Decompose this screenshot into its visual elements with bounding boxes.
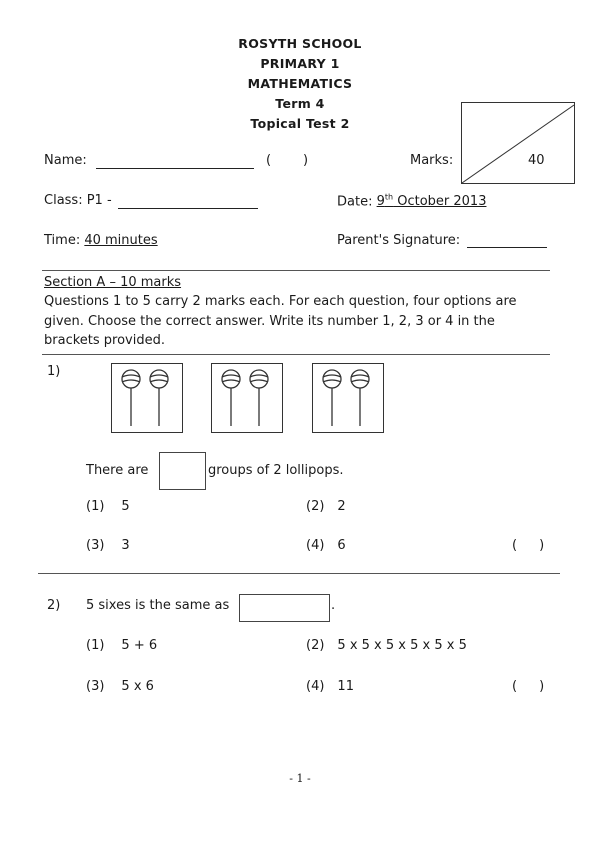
date-day: 9 xyxy=(376,194,385,210)
option-number: (3) xyxy=(86,679,105,694)
test-title: Topical Test 2 xyxy=(250,116,350,131)
term-title: Term 4 xyxy=(275,96,325,111)
subject-title: MATHEMATICS xyxy=(247,76,353,91)
divider xyxy=(42,270,550,271)
marks-total: 40 xyxy=(528,153,545,168)
option-value: 2 xyxy=(337,499,346,514)
lollipop-pair-icon xyxy=(313,364,383,432)
q1-text-before: There are xyxy=(86,463,149,478)
lollipop-pair-icon xyxy=(112,364,182,432)
date-label: Date: xyxy=(337,194,373,210)
instructions-line-2: given. Choose the correct answer. Write its number 1, 2, 3 or 4 in the xyxy=(44,314,495,329)
divider xyxy=(38,573,560,574)
class-blank[interactable] xyxy=(118,208,258,209)
q2-text-before: 5 sixes is the same as xyxy=(86,598,230,613)
q1-option-3[interactable] xyxy=(86,538,130,553)
instructions-line-1: Questions 1 to 5 carry 2 marks each. For each question, four options are xyxy=(44,294,517,309)
date-field xyxy=(337,193,486,209)
q1-option-2[interactable] xyxy=(306,499,346,514)
option-number: (2) xyxy=(306,638,325,653)
date-suffix: th xyxy=(384,193,394,202)
marks-diagonal xyxy=(462,103,574,183)
option-value: 3 xyxy=(121,538,130,553)
q2-option-2[interactable] xyxy=(306,638,467,653)
option-value: 5 x 5 x 5 x 5 x 5 x 5 xyxy=(337,638,467,653)
page-number: - 1 - xyxy=(289,772,311,785)
name-label: Name: xyxy=(44,153,87,168)
time-field xyxy=(44,233,158,248)
name-bracket-open: ( xyxy=(266,153,272,168)
lollipop-group-1 xyxy=(111,363,183,433)
school-name: ROSYTH SCHOOL xyxy=(238,36,362,51)
signature-label: Parent's Signature: xyxy=(337,233,461,248)
section-title: Section A – 10 marks xyxy=(44,275,182,290)
option-value: 6 xyxy=(337,538,346,553)
bracket-close: ) xyxy=(539,679,545,694)
lollipop-group-3 xyxy=(312,363,384,433)
divider xyxy=(42,354,550,355)
signature-blank[interactable] xyxy=(467,247,547,248)
q2-answer-bracket[interactable] xyxy=(512,679,544,694)
bracket-close: ) xyxy=(539,538,545,553)
q1-option-1[interactable] xyxy=(86,499,130,514)
marks-label: Marks: xyxy=(410,153,454,168)
option-number: (2) xyxy=(306,499,325,514)
q1-answer-bracket[interactable] xyxy=(512,538,544,553)
marks-box xyxy=(461,102,575,184)
q1-answer-box[interactable] xyxy=(159,452,206,490)
q1-option-4[interactable] xyxy=(306,538,346,553)
q2-option-4[interactable] xyxy=(306,679,354,694)
q2-answer-box[interactable] xyxy=(239,594,330,622)
class-label: Class: P1 - xyxy=(44,193,112,208)
option-number: (1) xyxy=(86,499,105,514)
option-number: (1) xyxy=(86,638,105,653)
option-value: 5 xyxy=(121,499,130,514)
option-value: 11 xyxy=(337,679,354,694)
bracket-open: ( xyxy=(512,679,518,694)
option-number: (4) xyxy=(306,679,325,694)
date-value xyxy=(377,194,487,209)
name-bracket-close: ) xyxy=(303,153,309,168)
q1-text-after: groups of 2 lollipops. xyxy=(208,463,344,478)
lollipop-group-2 xyxy=(211,363,283,433)
q2-option-3[interactable] xyxy=(86,679,154,694)
time-label: Time: xyxy=(44,233,81,248)
instructions-line-3: brackets provided. xyxy=(44,333,165,348)
date-rest: October 2013 xyxy=(393,194,487,210)
option-number: (3) xyxy=(86,538,105,553)
level-title: PRIMARY 1 xyxy=(260,56,340,71)
q1-number: 1) xyxy=(47,364,61,379)
name-blank[interactable] xyxy=(96,168,254,169)
q2-option-1[interactable] xyxy=(86,638,157,653)
time-value: 40 minutes xyxy=(84,233,158,248)
q2-text-after: . xyxy=(331,598,336,613)
lollipop-pair-icon xyxy=(212,364,282,432)
option-value: 5 x 6 xyxy=(121,679,154,694)
bracket-open: ( xyxy=(512,538,518,553)
option-number: (4) xyxy=(306,538,325,553)
q2-number: 2) xyxy=(47,598,61,613)
option-value: 5 + 6 xyxy=(121,638,158,653)
